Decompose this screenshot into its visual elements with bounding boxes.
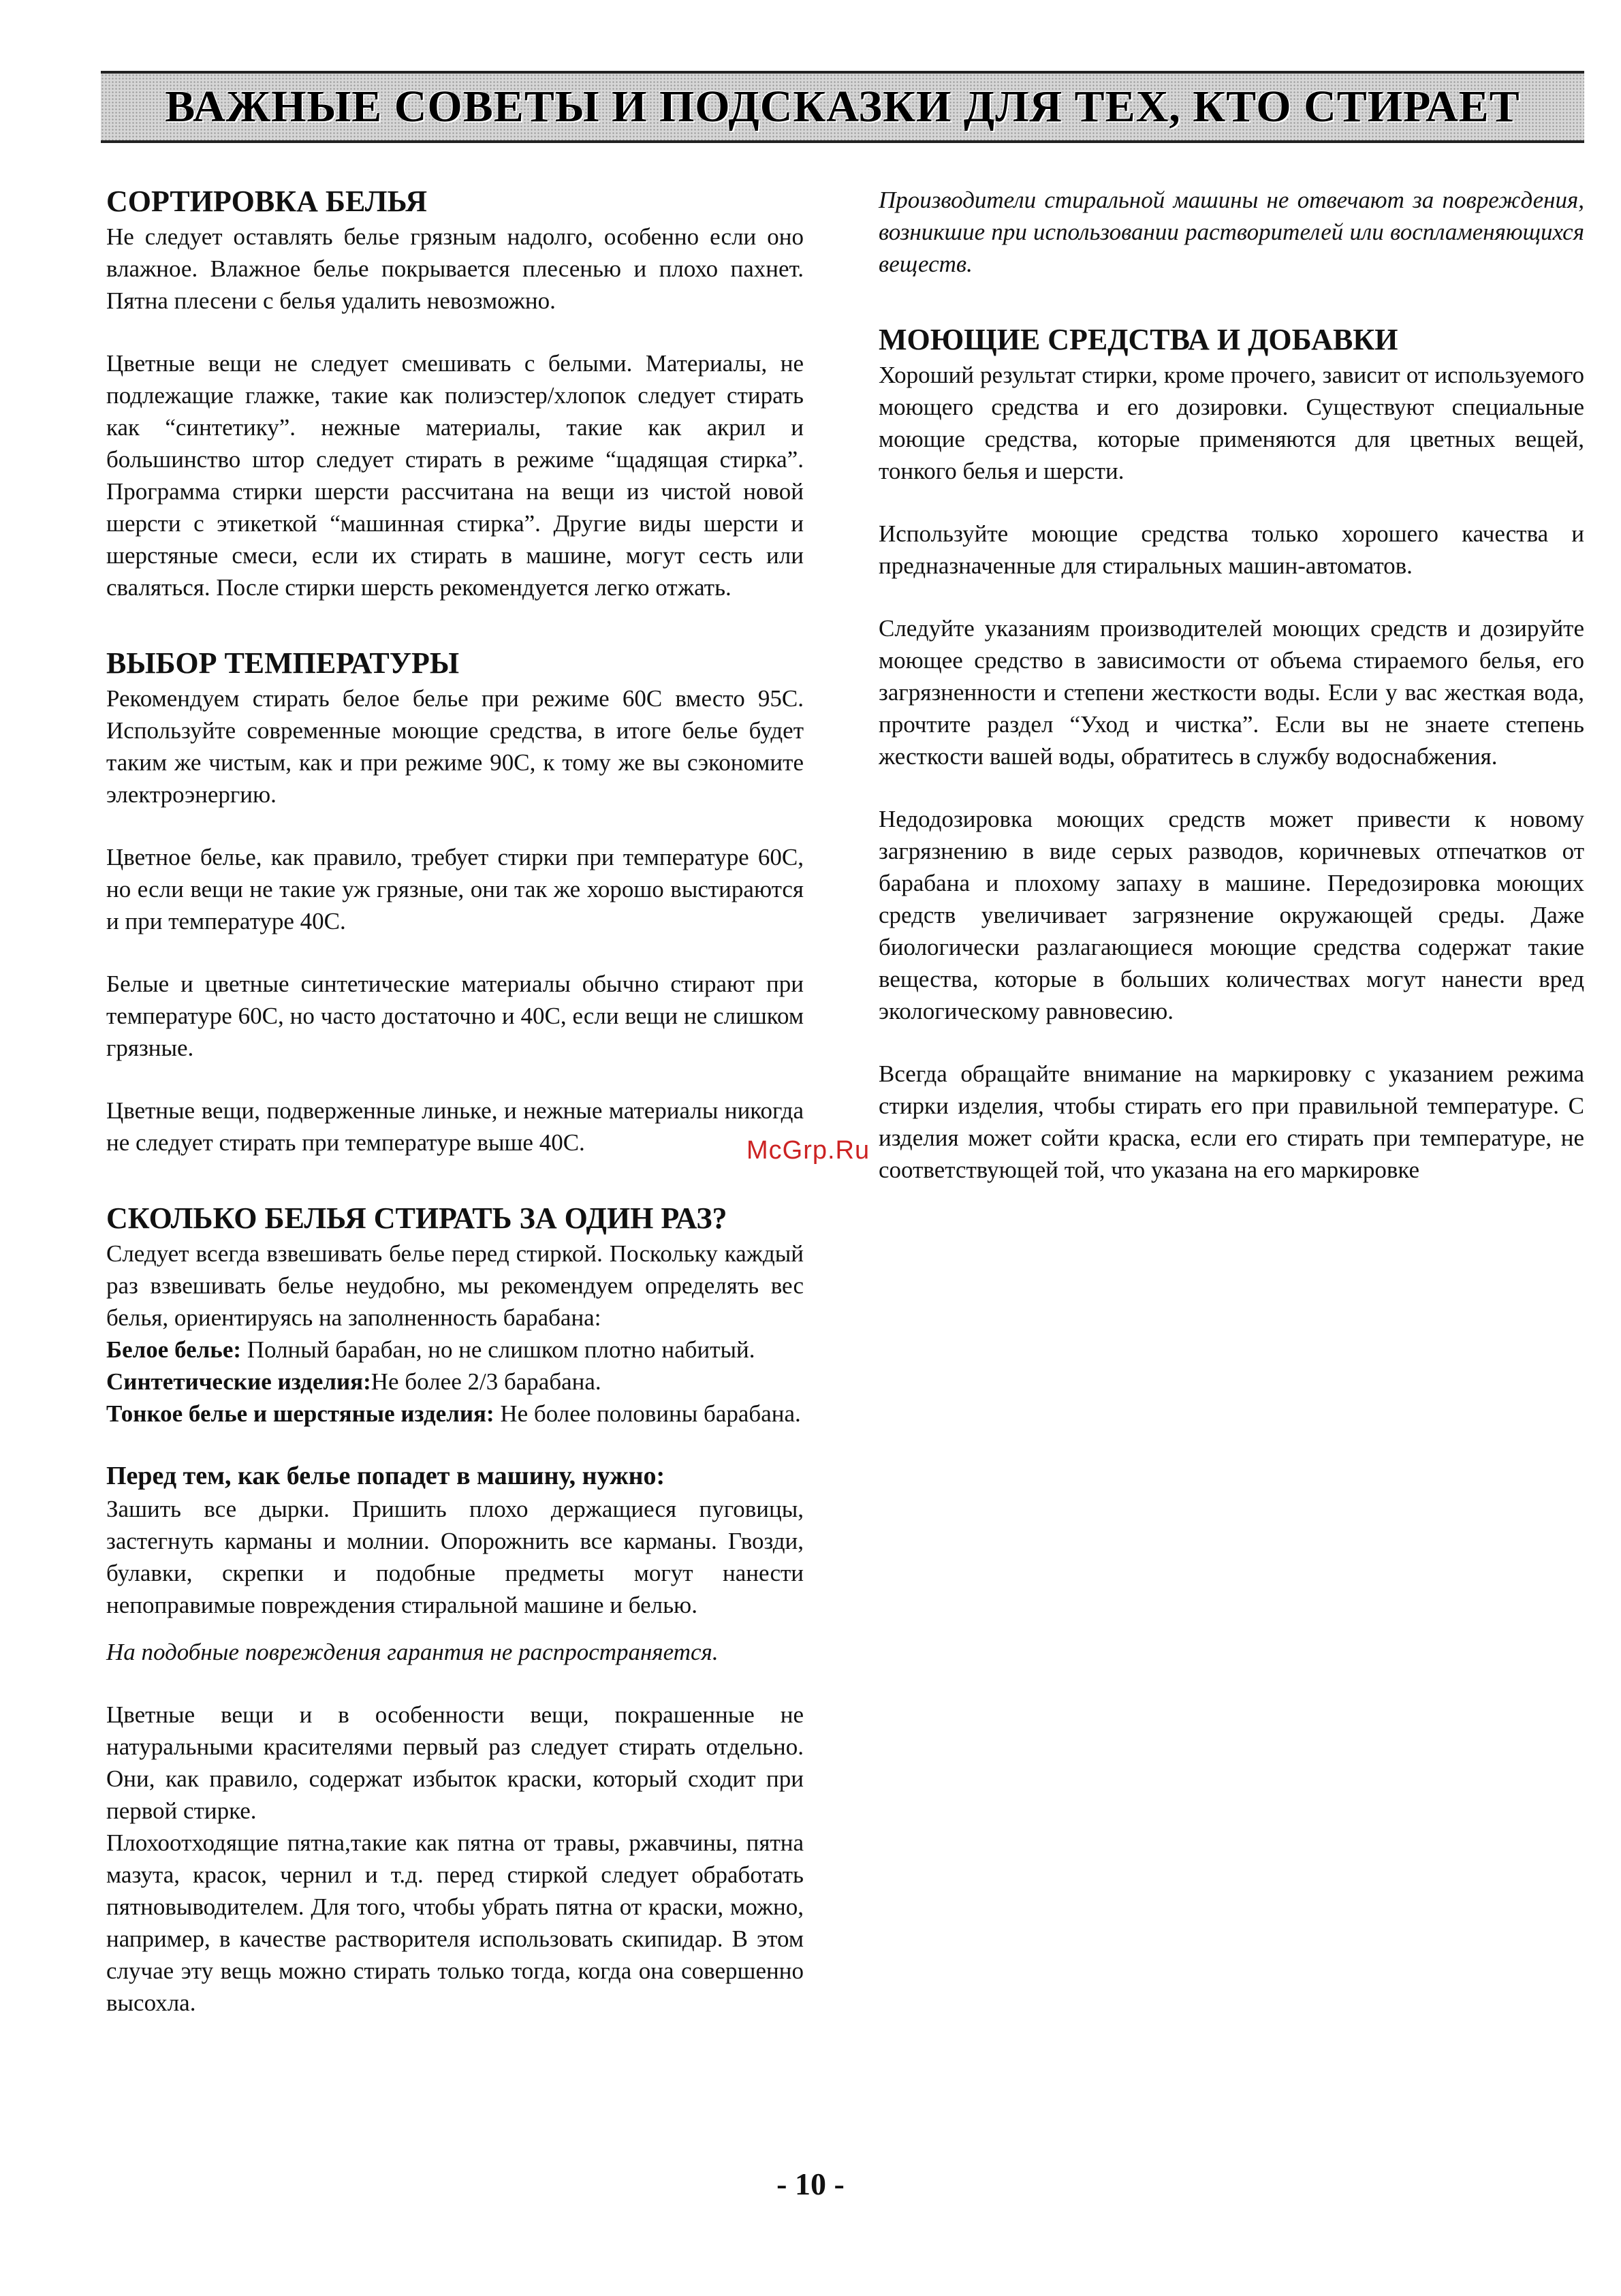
section-heading-load: СКОЛЬКО БЕЛЬЯ СТИРАТЬ ЗА ОДИН РАЗ? (106, 1201, 727, 1235)
paragraph: Цветные вещи и в особенности вещи, покрашенные не натуральными красителями первый раз следует стирать отдельно. Они, как правило, содержат избыток краски, который сходит при первой стирке. (106, 1701, 804, 1824)
page-banner (101, 71, 1584, 143)
paragraph: Цветные вещи, подверженные линьке, и нежные материалы никогда не следует стирать при температуре выше 40С. (106, 1097, 804, 1156)
paragraph: Цветное белье, как правило, требует стирки при температуре 60С, но если вещи не такие уж грязные, они так же хорошо выстираются и при температуре 40С. (106, 844, 804, 934)
right-column (879, 184, 1584, 1186)
paragraph: Следует всегда взвешивать белье перед стиркой. Поскольку каждый раз взвешивать белье неудобно, мы рекомендуем определять вес белья, ориентируясь на заполненность барабана: (106, 1240, 804, 1331)
paragraph: Не следует оставлять белье грязным надолго, особенно если оно влажное. Влажное белье покрывается плесенью и плохо пахнет. Пятна плесени с белья удалить невозможно. (106, 223, 804, 314)
load-item-text: Полный барабан, но не слишком плотно набитый. (241, 1336, 755, 1363)
load-item-white (106, 1334, 804, 1366)
load-item-label: Белое белье: (106, 1336, 242, 1363)
paragraph: Хороший результат стирки, кроме прочего, зависит от используемого моющего средства и его дозировки. Существуют специальные моющие средства, которые применяются для цветных вещей, тонкого белья и шерсти. (879, 362, 1584, 484)
paragraph: Используйте моющие средства только хорошего качества и предназначенные для стиральных машин-автоматов. (879, 520, 1584, 579)
load-item-text: Не более 2/3 барабана. (371, 1368, 601, 1395)
paragraph: Следуйте указаниям производителей моющих средств и дозируйте моющее средство в зависимости от объема стираемого белья, его загрязненности и степени жесткости воды. Если у вас жесткая вода, прочтите раздел “Уход и чистка”. Если вы не знаете степень жесткости вашей воды, обратитесь в службу водоснабжения. (879, 615, 1584, 770)
paragraph: Белые и цветные синтетические материалы обычно стирают при температуре 60С, но часто достаточно и 40С, если вещи не слишком грязные. (106, 971, 804, 1061)
left-column (106, 184, 804, 2019)
paragraph: Недодозировка моющих средств может привести к новому загрязнению в виде серых разводов, коричневых отпечатков от барабана и плохому запаху в машине. Передозировка моющих средств увеличивает загрязнение окружающей среды. Даже биологически разлагающиеся моющие средства содержат такие вещества, которые в больших количествах могут нанести вред экологическому равновесию. (879, 806, 1584, 1024)
load-item-label: Тонкое белье и шерстяные изделия: (106, 1400, 494, 1427)
paragraph: Рекомендуем стирать белое белье при режиме 60С вместо 95С. Используйте современные моющие средства, в итоге белье будет таким же чистым, как и при режиме 90С, к тому же вы сэкономите электроэнергию. (106, 685, 804, 808)
watermark: McGrp.Ru (746, 1136, 870, 1165)
section-heading-before-wash: Перед тем, как белье попадет в машину, нужно: (106, 1462, 665, 1490)
load-item-synthetic (106, 1366, 804, 1398)
page-number: - 10 - (776, 2167, 845, 2201)
load-item-text: Не более половины барабана. (494, 1400, 801, 1427)
paragraph: Плохоотходящие пятна,такие как пятна от травы, ржавчины, пятна мазута, красок, чернил и т.д. перед стиркой следует обработать пятновыводителем. Для того, чтобы убрать пятна от краски, можно, например, в качестве растворителя использовать скипидар. В этом случае эту вещь можно стирать только тогда, когда она совершенно высохла. (106, 1829, 804, 2016)
paragraph: Цветные вещи не следует смешивать с белыми. Материалы, не подлежащие глажке, такие как полиэстер/хлопок следует стирать как “синтетику”. нежные материалы, такие как акрил и большинство штор следует стирать в режиме “щадящая стирка”. Программа стирки шерсти рассчитана на вещи из чистой новой шерсти с этикеткой “машинная стирка”. Другие виды шерсти и шерстяные смеси, если их стирать в машине, могут сесть или сваляться. После стирки шерсть рекомендуется легко отжать. (106, 350, 804, 601)
paragraph: Зашить все дырки. Пришить плохо держащиеся пуговицы, застегнуть карманы и молнии. Опорожнить все карманы. Гвозди, булавки, скрепки и подобные предметы могут нанести непоправимые повреждения стиральной машине и белью. (106, 1496, 804, 1618)
section-heading-temperature: ВЫБОР ТЕМПЕРАТУРЫ (106, 646, 460, 680)
load-item-label: Синтетические изделия: (106, 1368, 371, 1395)
paragraph: Всегда обращайте внимание на маркировку с указанием режима стирки изделия, чтобы стирать его при правильной температуре. С изделия может сойти краска, если его стирать при температуре, не соответствующей той, что указана на его маркировке (879, 1060, 1584, 1183)
section-heading-detergents: МОЮЩИЕ СРЕДСТВА И ДОБАВКИ (879, 323, 1398, 356)
load-item-delicate (106, 1398, 804, 1430)
warranty-note: На подобные повреждения гарантия не распространяется. (106, 1639, 719, 1665)
manufacturer-disclaimer: Производители стиральной машины не отвечают за повреждения, возникшие при использовании растворителей или воспламеняющихся веществ. (879, 187, 1584, 277)
section-heading-sorting: СОРТИРОВКА БЕЛЬЯ (106, 185, 428, 218)
banner-title: ВАЖНЫЕ СОВЕТЫ И ПОДСКАЗКИ ДЛЯ ТЕХ, КТО СТИРАЕТ (165, 82, 1520, 131)
